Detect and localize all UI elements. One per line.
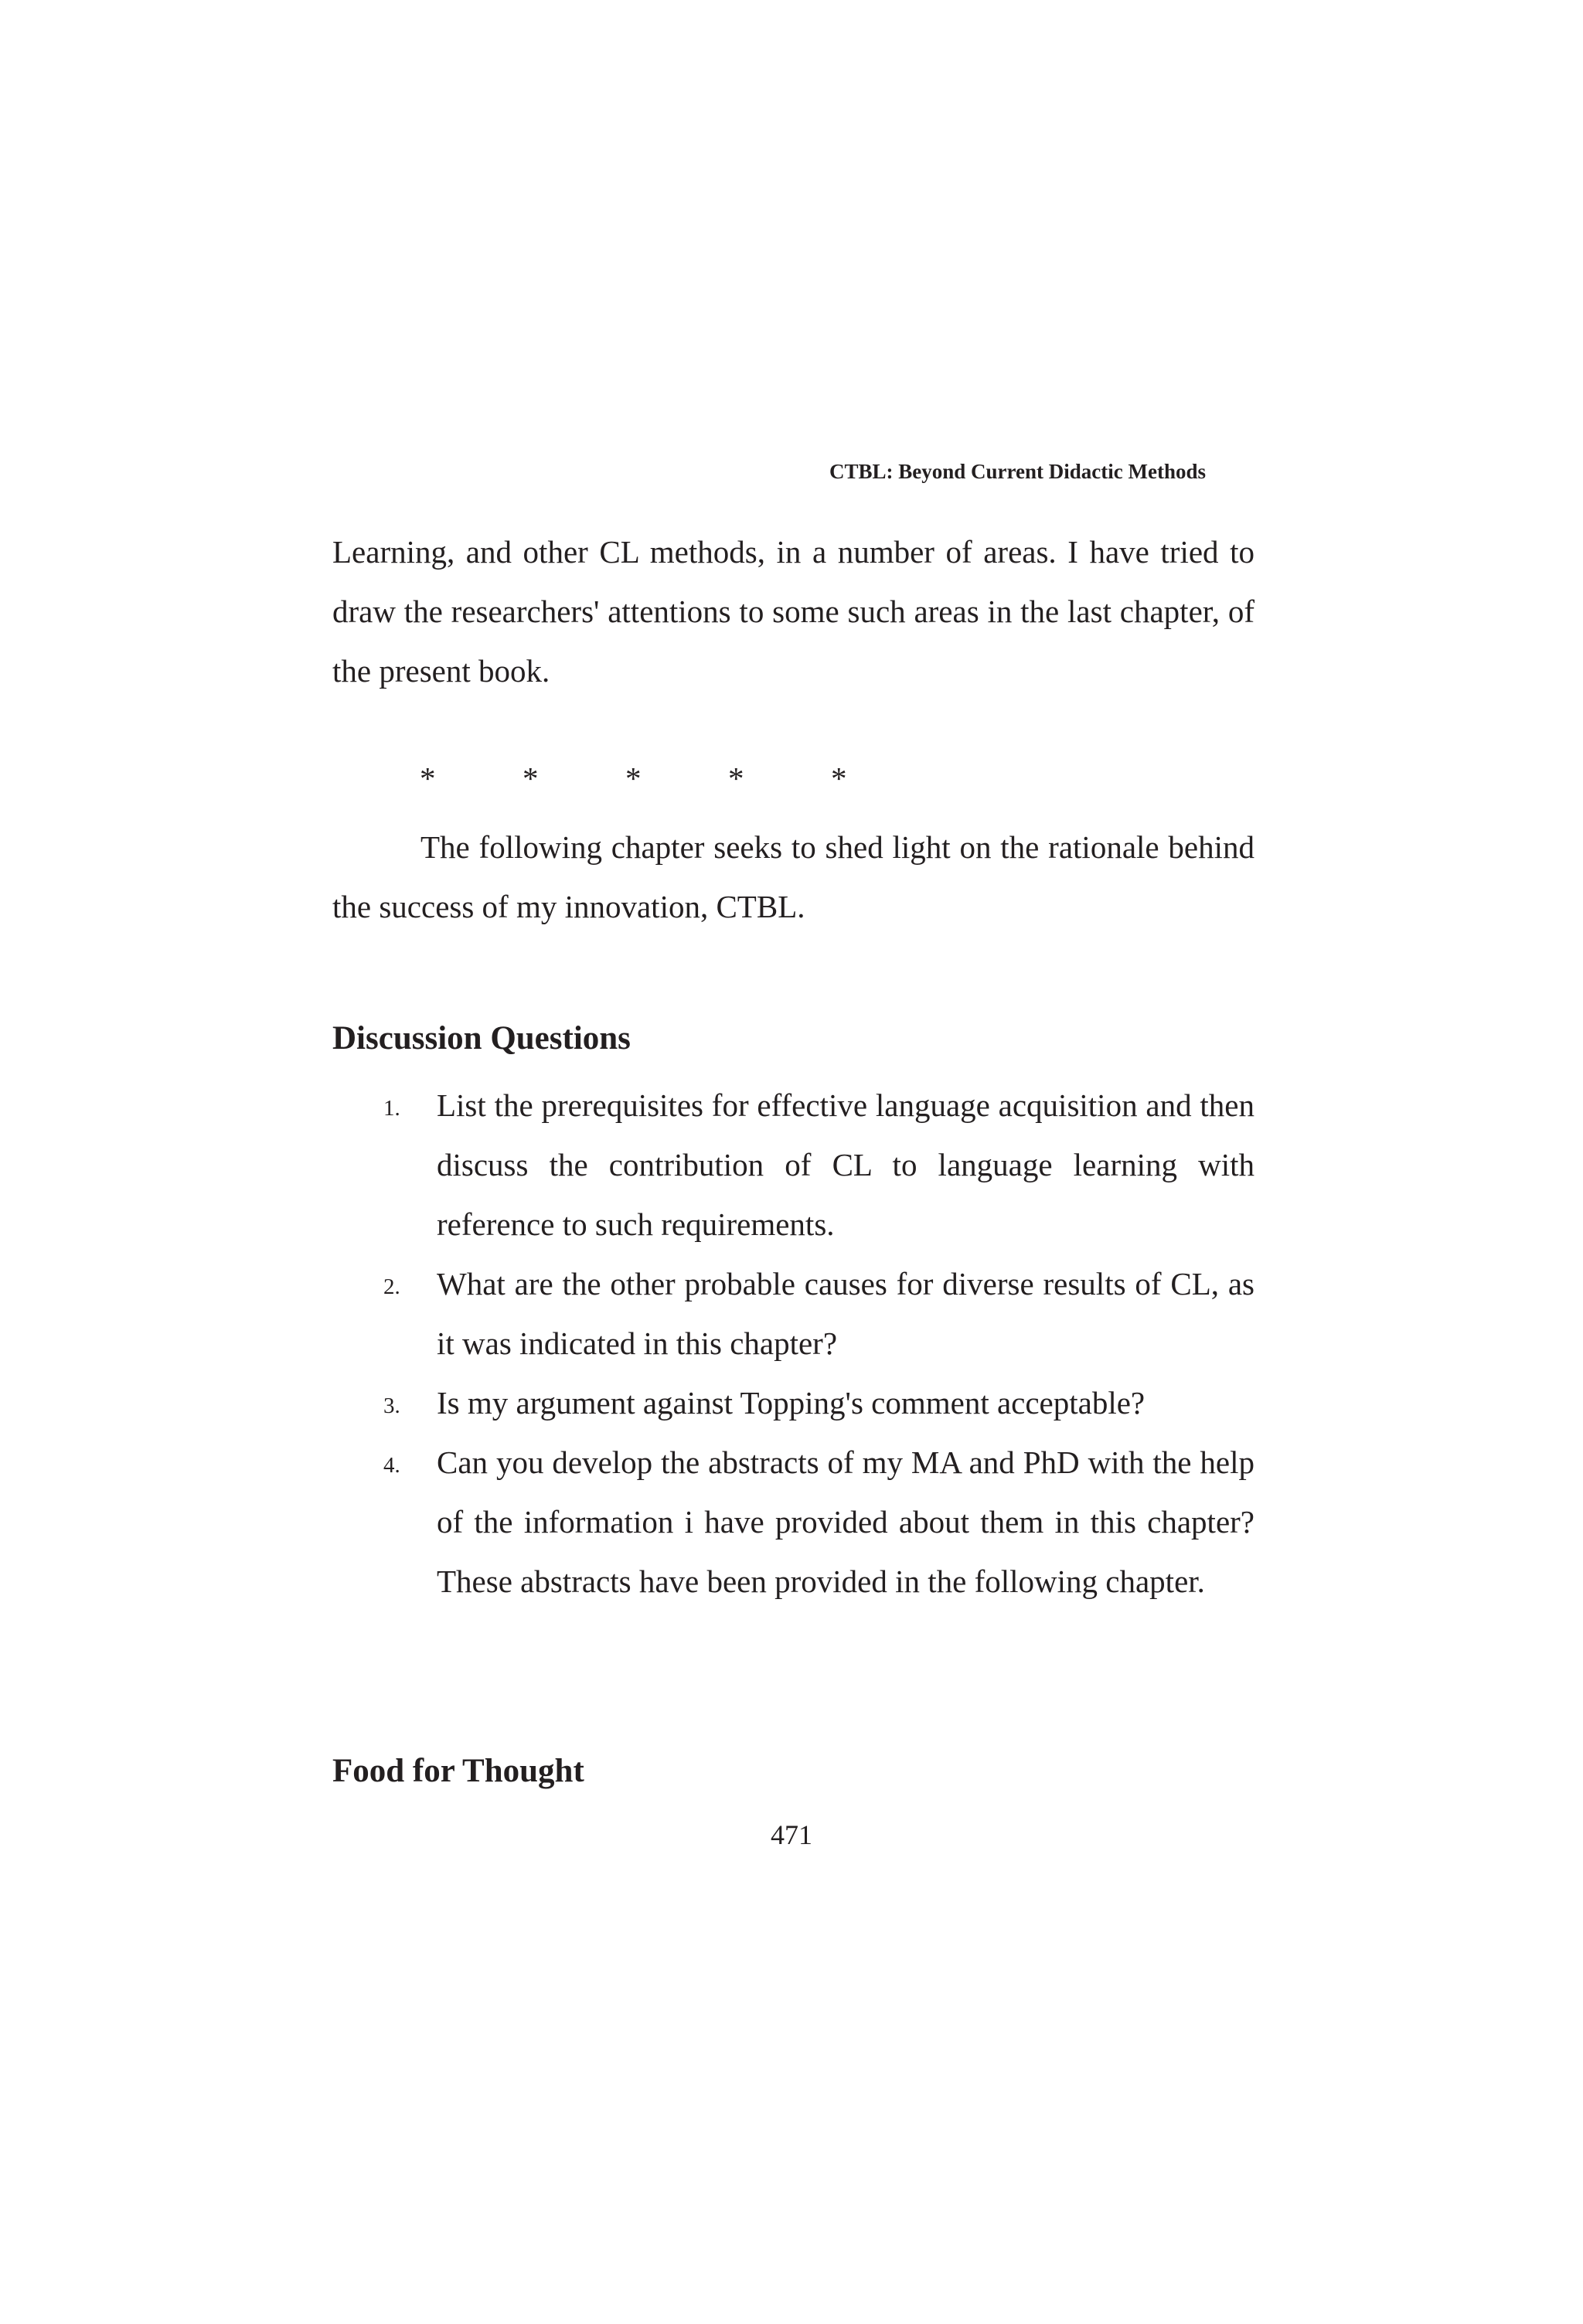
question-number: 3. xyxy=(383,1393,400,1418)
running-header: CTBL: Beyond Current Didactic Methods xyxy=(829,460,1206,483)
discussion-questions-heading: Discussion Questions xyxy=(332,1020,631,1057)
question-item xyxy=(332,1433,1254,1611)
question-number: 4. xyxy=(383,1453,400,1478)
section-break xyxy=(420,760,883,806)
question-item xyxy=(332,1076,1254,1254)
food-for-thought-heading: Food for Thought xyxy=(332,1753,584,1789)
body-paragraph-2: The following chapter seeks to shed light on the rationale behind the success of my innovation, CTBL. xyxy=(332,829,1254,924)
question-text: Can you develop the abstracts of my MA and PhD with the help of the information i have provided about them in this chapter? These abstracts have been provided in the following chapter. xyxy=(437,1444,1254,1599)
body-paragraph-1: Learning, and other CL methods, in a number of areas. I have tried to draw the researchers' attentions to some such areas in the last chapter, of the present book. xyxy=(332,534,1254,689)
page-number: 471 xyxy=(771,1819,812,1850)
section-break-star-3: * xyxy=(625,760,642,796)
discussion-questions-list xyxy=(332,1076,1254,1611)
section-break-star-1: * xyxy=(420,760,436,796)
question-text: List the prerequisites for effective language acquisition and then discuss the contribution of CL to language learning with reference to such requirements. xyxy=(437,1087,1254,1242)
question-number: 1. xyxy=(383,1096,400,1121)
body-paragraph-1-container xyxy=(332,522,1254,701)
question-text: Is my argument against Topping's comment acceptable? xyxy=(437,1385,1146,1421)
question-item xyxy=(332,1373,1254,1433)
question-item xyxy=(332,1254,1254,1373)
question-text: What are the other probable causes for diverse results of CL, as it was indicated in this chapter? xyxy=(437,1266,1254,1361)
section-break-star-4: * xyxy=(728,760,744,796)
section-break-star-5: * xyxy=(831,760,847,796)
question-number: 2. xyxy=(383,1274,400,1299)
body-paragraph-2-container xyxy=(332,818,1254,937)
section-break-star-2: * xyxy=(523,760,539,796)
